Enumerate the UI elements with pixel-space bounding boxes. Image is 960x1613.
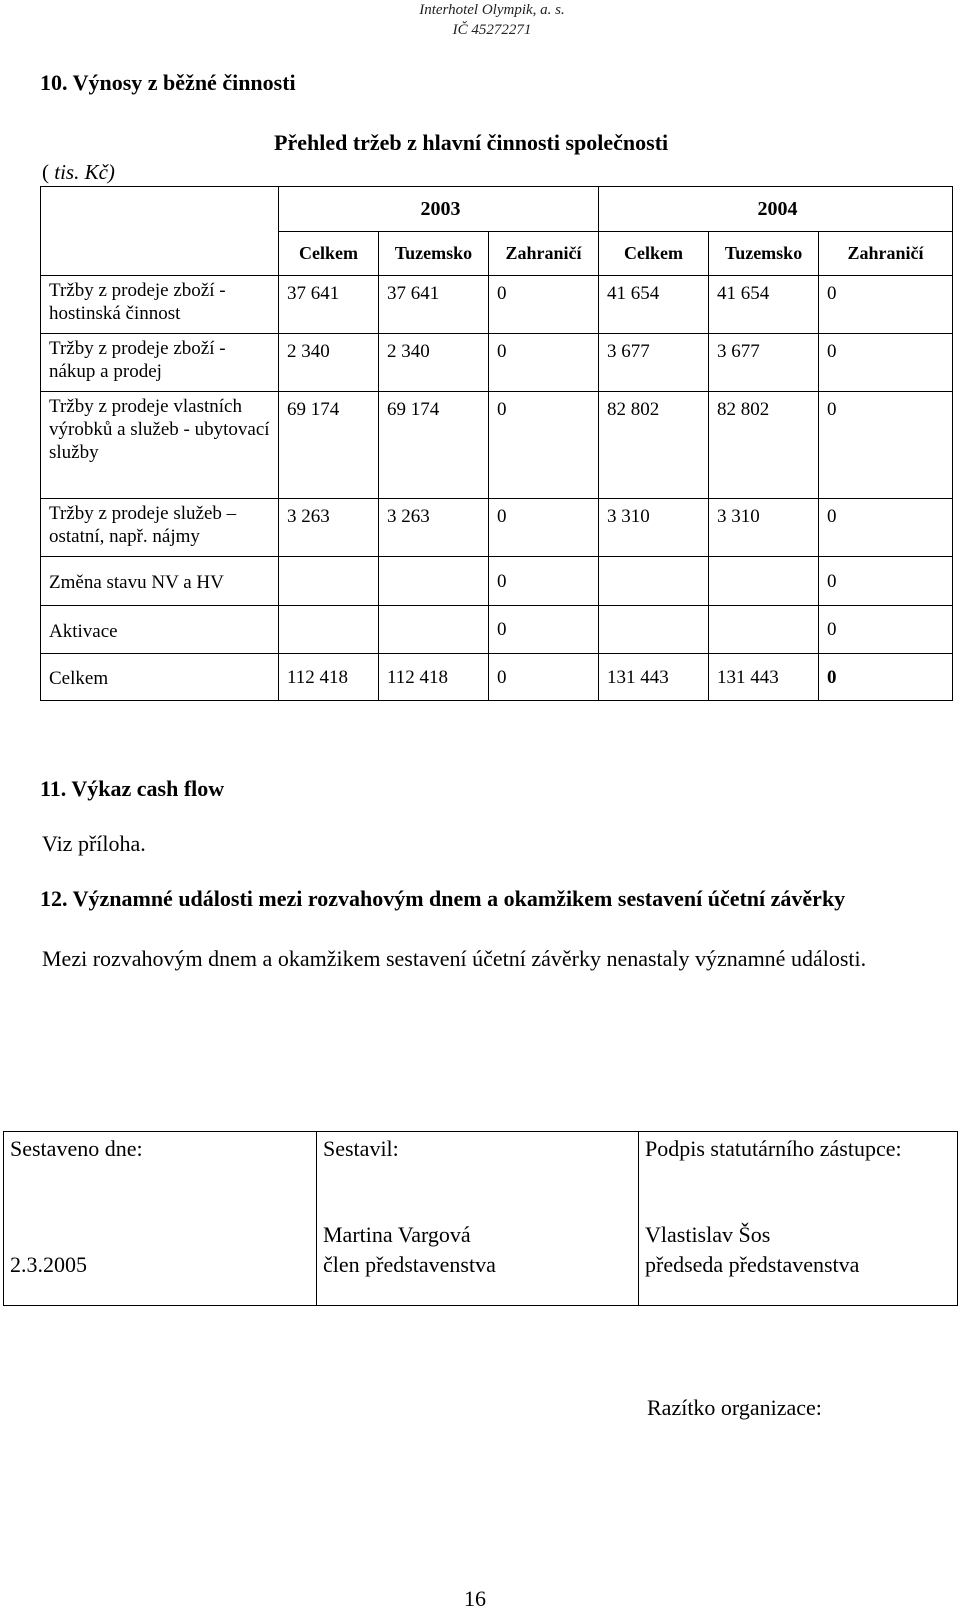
cell: 69 174 [379,392,489,499]
cell: 0 [819,654,953,701]
cell [379,557,489,606]
row-label: Tržby z prodeje služeb – ostatní, např. nájmy [41,499,279,557]
cell: 3 263 [379,499,489,557]
cell: 3 677 [709,334,819,392]
company-name: Interhotel Olympik, a. s. [419,2,565,18]
table-row [41,276,953,334]
cell [379,606,489,654]
row-label: Změna stavu NV a HV [41,557,279,606]
compiled-date-value: 2.3.2005 [10,1252,87,1277]
cell: 0 [819,606,953,654]
cell: 41 654 [709,276,819,334]
cell: 0 [819,499,953,557]
cell: 82 802 [709,392,819,499]
cell: 37 641 [379,276,489,334]
cell: 41 654 [599,276,709,334]
cell [709,606,819,654]
cell: 0 [489,557,599,606]
cell: 82 802 [599,392,709,499]
column-header: Tuzemsko [379,232,489,276]
row-label: Celkem [41,654,279,701]
cell: 3 263 [279,499,379,557]
year-header-2003: 2003 [279,187,599,232]
section-11-text: Viz příloha. [42,831,146,856]
cell: 0 [819,557,953,606]
section-11-title: 11. Výkaz cash flow [40,776,225,801]
cell [709,557,819,606]
stamp-label: Razítko organizace: [647,1395,822,1420]
cell [599,606,709,654]
cell: 131 443 [709,654,819,701]
signature-statutory-cell [639,1132,958,1306]
signature-author-cell [317,1132,639,1306]
cell: 0 [489,334,599,392]
statutory-name: Vlastislav Šos [645,1222,771,1247]
column-header: Zahraničí [489,232,599,276]
row-label: Tržby z prodeje zboží - nákup a prodej [41,334,279,392]
compiled-by-name: Martina Vargová [323,1222,471,1247]
unit-label [42,160,115,185]
table-row [41,499,953,557]
unit-text: tis. Kč) [54,160,115,184]
cell: 69 174 [279,392,379,499]
signature-date-cell [4,1132,317,1306]
revenue-table [40,186,953,701]
unit-open: ( [42,160,55,184]
table-row [41,392,953,499]
signature-table [3,1131,958,1306]
row-label: Tržby z prodeje vlastních výrobků a služeb - ubytovací služby [41,392,279,499]
column-header: Tuzemsko [709,232,819,276]
table-row-total [41,654,953,701]
cell: 2 340 [379,334,489,392]
compiled-by-role: člen představenstva [323,1252,496,1277]
compiled-date-label: Sestaveno dne: [10,1136,143,1161]
cell: 0 [489,392,599,499]
statutory-signature-label: Podpis statutárního zástupce: [645,1136,902,1161]
page-number: 16 [464,1586,486,1611]
table-row [41,557,953,606]
cell: 3 677 [599,334,709,392]
cell: 37 641 [279,276,379,334]
section-10-title: 10. Výnosy z běžné činnosti [40,70,296,95]
section-12-text: Mezi rozvahovým dnem a okamžikem sestavení účetní závěrky nenastaly významné události. [42,946,867,971]
column-header: Celkem [599,232,709,276]
compiled-by-label: Sestavil: [323,1136,399,1161]
cell [279,557,379,606]
cell [279,606,379,654]
year-header-2004: 2004 [599,187,953,232]
cell: 112 418 [379,654,489,701]
cell: 0 [819,334,953,392]
cell: 2 340 [279,334,379,392]
cell: 0 [489,499,599,557]
row-label: Aktivace [41,606,279,654]
column-header: Celkem [279,232,379,276]
company-id: IČ 45272271 [452,22,532,38]
cell: 0 [819,276,953,334]
statutory-role: předseda představenstva [645,1252,860,1277]
revenue-table-title: Přehled tržeb z hlavní činnosti společnosti [274,130,669,155]
column-header: Zahraničí [819,232,953,276]
table-row [41,334,953,392]
page-header [392,0,592,40]
cell: 0 [819,392,953,499]
cell: 0 [489,606,599,654]
cell: 0 [489,276,599,334]
row-label: Tržby z prodeje zboží -hostinská činnost [41,276,279,334]
section-12-title: 12. Významné události mezi rozvahovým dnem a okamžikem sestavení účetní závěrky [40,886,846,911]
table-corner [41,187,279,276]
cell: 3 310 [599,499,709,557]
table-row [41,606,953,654]
cell: 112 418 [279,654,379,701]
cell: 3 310 [709,499,819,557]
cell: 0 [489,654,599,701]
cell: 131 443 [599,654,709,701]
cell [599,557,709,606]
